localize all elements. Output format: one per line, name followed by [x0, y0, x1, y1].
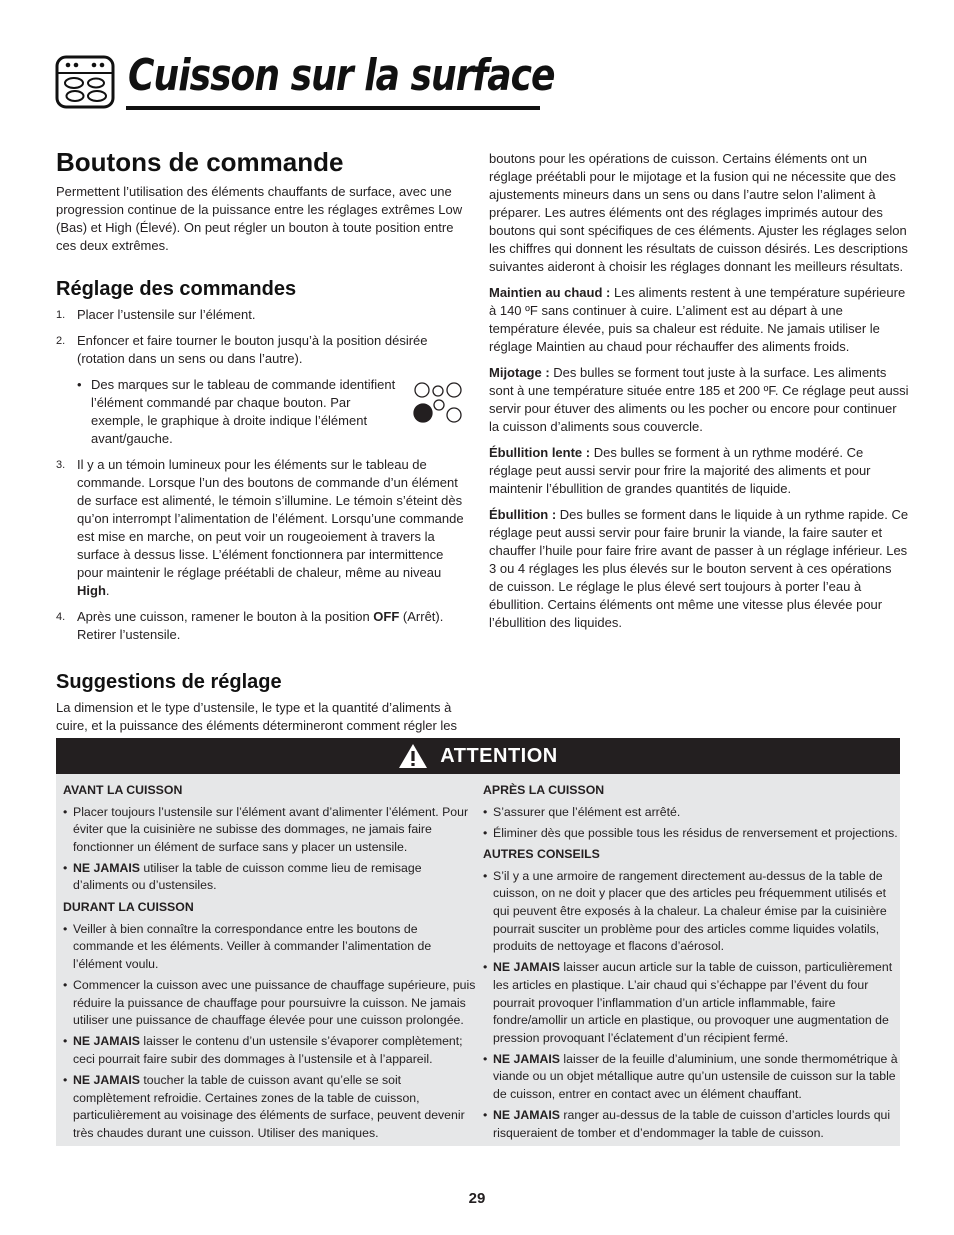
definition-text: Des bulles se forment tout juste à la surface. Les aliments sont à une température située entre 185 et 200 ºF. Ce réglage peut aussi servir pour étuver des aliments ou les pocher ou encore pour continuer la cuisson d’aliments sous couvercle. [489, 365, 909, 434]
definition-paragraph [489, 444, 909, 498]
apres-list [483, 804, 901, 843]
title-underline [126, 106, 540, 110]
reglage-title: Réglage des commandes [56, 278, 297, 300]
caution-item: • Éliminer dès que possible tous les résidus de renversement et projections. [483, 825, 898, 840]
apres-heading: APRÈS LA CUISSON [483, 783, 605, 797]
caution-item: • NE JAMAIS laisser le contenu d’un ustensile s’évaporer complètement; ceci pourrait faire subir des dommages à l’ustensile et à l’appareil. [63, 1034, 463, 1066]
caution-title: ATTENTION [440, 744, 558, 767]
definition-paragraph [489, 284, 909, 356]
cooktop-icon [54, 54, 116, 110]
step-item [56, 306, 472, 324]
caution-item: • S’il y a une armoire de rangement directement au-dessus de la table de cuisson, on ne doit y placer que des articles peu fréquemment utilisés et qui peuvent être exposés à la chaleur. La chaleur émise par la cuisinière pourrait susciter un problème pour des articles comme liquides volatils, produits de nettoyage et flacons d’aérosol. [483, 868, 887, 954]
suggestions-text: La dimension et le type d’ustensile, le type et la quantité d’aliments à cuire, et la puissance des éléments détermineront comment régler les [56, 700, 458, 733]
definition-term: Mijotage : [489, 365, 554, 380]
step-text-bold: High [77, 583, 106, 598]
caution-item: • Veiller à bien connaître la correspondance entre les boutons de commande et les éléments. Veiller à commander l’alimentation de l’élément voulu. [63, 921, 432, 971]
definition-text: Des bulles se forment dans le liquide à un rythme rapide. Ce réglage peut aussi servir pour faire brunir la viande, la faire sauter et chauffer l’huile pour faire frire avant de passer à un réglage inférieur. Les 3 ou 4 réglages les plus élevés sur le bouton servent à ces opérations de cuisson. Le réglage le plus élevé sert toujours à porter l’eau à ébullition. Certains éléments ont même une vitesse plus élevée pour l’ébullition des liquides. [489, 507, 909, 630]
warning-icon [398, 743, 428, 769]
caution-item: • NE JAMAIS utiliser la table de cuisson comme lieu de remisage d’aliments ou d’ustensiles. [63, 860, 422, 893]
caution-item: • S’assurer que l’élément est arrêté. [483, 804, 681, 819]
suggestions-title: Suggestions de réglage [56, 671, 282, 693]
autres-heading: AUTRES CONSEILS [483, 847, 600, 862]
caution-right-column [483, 782, 901, 1146]
definition-term: Ébullition lente : [489, 445, 594, 460]
page-title: Cuisson sur la surface [128, 50, 555, 101]
caution-item: • NE JAMAIS laisser de la feuille d’aluminium, une sonde thermométrique à viande ou un objet métallique autre qu’un ustensile de cuisson sur la table de cuisson, entrer en contact avec un élément chauffant. [483, 1051, 898, 1101]
right-column [489, 150, 909, 640]
caution-item: • Placer toujours l’ustensile sur l’élément avant d’alimenter l’élément. Pour éviter que la cuisinière ne subisse des dommages, ne jamais faire fonctionner un élément de surface sans y placer un ustensile. [63, 804, 469, 854]
definition-text: Des bulles se forment à un rythme modéré. Ce réglage peut aussi servir pour frire la majorité des aliments et pour maintenir l’ébullition de grandes quantités de liquide. [489, 445, 871, 496]
definition-text: Les aliments restent à une température supérieure à 140 ºF sans continuer à cuire. L’aliment est au départ à une température élevée, puis sa chaleur est réduite. Ne jamais utiliser le réglage Maintien au chaud pour réchauffer des aliments froids. [489, 285, 906, 354]
caution-item: • NE JAMAIS laisser aucun article sur la table de cuisson, particulièrement les articles en plastique. L’air chaud qui s’échappe par l’évent du four pourrait provoquer l’inflammation d’un article inflammable, faire fondre/amollir un article en plastique, ou provoquer une augmentation de pression provoquant l’éclatement d’un récipient fermé. [483, 960, 893, 1045]
caution-item: • Commencer la cuisson avec une puissance de chauffage supérieure, puis réduire la puissance de chauffage pour poursuivre la cuisson. Ne jamais utiliser une puissance de chauffage élevée pour une cuisson prolongée. [63, 977, 476, 1028]
burner-indicator-graphic [412, 382, 464, 426]
suggestions-text-continued: boutons pour les opérations de cuisson. Certains éléments ont un réglage préétabli pour le mijotage et la fusion qui ne nécessite que des ajustements mineurs dans un sens ou dans l’autre selon l’aliment à préparer. Les autres éléments ont des réglages imprimés autour des boutons qui sont spécifiques de ces éléments. Ajuster les réglages selon les chiffres qui donnent les résultats de cuisson désirés. Les descriptions suivantes aideront à choisir les réglages donnant les meilleurs résultats. [489, 151, 908, 274]
caution-banner [56, 738, 900, 774]
step-item: 4. Après une cuisson, ramener le bouton à la position OFF (Arrêt). Retirer l’ustensile. [56, 609, 444, 642]
bullet-item: • Des marques sur le tableau de commande identifient l’élément commandé par chaque bouton. Par exemple, le graphique à droite indique l’élément avant/gauche. [77, 376, 472, 448]
step-text-bold: OFF [373, 609, 400, 624]
step-text: Il y a un témoin lumineux pour les éléments sur le tableau de commande. Lorsque l’un des boutons de commande d’un élément de surface est alimenté, le témoin s’illumine. Le témoin s’éteint dès qu’on interrompt l’alimentation de l’élément. Lorsqu’une commande est mise en marche, on peut voir un rougeoiement à travers la surface à dessus lisse. L’élément fonctionnera par intermittence pour maintenir le réglage préétabli de chaleur, même au niveau [77, 457, 464, 580]
avant-heading: AVANT LA CUISSON [63, 783, 183, 797]
durant-heading: DURANT LA CUISSON [63, 900, 194, 915]
definition-term: Ébullition : [489, 507, 560, 522]
step-item: 3. Il y a un témoin lumineux pour les éléments sur le tableau de commande. Lorsque l’un des boutons de commande d’un élément de surface est alimenté, le témoin s’illumine. Le témoin s’éteint dès qu’on interrompt l’alimentation de l’élément. Lorsqu’une commande est mise en marche, on peut voir un rougeoiement à travers la surface à dessus lisse. L’élément fonctionnera par intermittence pour maintenir le réglage préétabli de chaleur, même au niveau High. [56, 457, 464, 598]
definition-paragraph [489, 364, 909, 436]
step-number: 2. [56, 335, 66, 347]
durant-list [63, 921, 476, 1143]
step-item [56, 332, 472, 448]
caution-left-column [63, 782, 476, 1146]
definition-paragraph [489, 506, 909, 632]
step-bullets [77, 376, 472, 448]
page-header [54, 50, 555, 112]
avant-list [63, 804, 476, 895]
step-text: Placer l’ustensile sur l’élément. [77, 307, 256, 322]
step-text: Après une cuisson, ramener le bouton à la position [77, 609, 374, 624]
caution-box [56, 738, 900, 1146]
step-number: 3. [56, 459, 66, 471]
section-intro: Permettent l’utilisation des éléments chauffants de surface, avec une progression continue de la puissance entre les réglages extrêmes Low (Bas) et High (Élevé). On peut régler un bouton à toute position entre ces deux extrêmes. [56, 184, 463, 253]
bullet-text: Des marques sur le tableau de commande identifient l’élément commandé par chaque bouton. Par exemple, le graphique à droite indique l’élément avant/gauche. [91, 377, 396, 446]
step-text: Enfoncer et faire tourner le bouton jusqu’à la position désirée (rotation dans un sens ou dans l’autre). [77, 333, 428, 366]
definition-term: Maintien au chaud : [489, 285, 614, 300]
reglage-steps [56, 306, 472, 644]
autres-list [483, 868, 901, 1142]
caution-item: • NE JAMAIS ranger au-dessus de la table de cuisson d’articles lourds qui risqueraient de tomber et d’endommager la table de cuisson. [483, 1108, 891, 1140]
step-number: 1. [56, 309, 66, 321]
caution-item: • NE JAMAIS toucher la table de cuisson avant qu’elle se soit complètement refroidie. Certaines zones de la table de cuisson, particulièrement au voisinage des éléments de surface, peuvent devenir très chaudes durant une cuisson. Utiliser des maniques. [63, 1072, 465, 1140]
page-number: 29 [468, 1190, 486, 1207]
left-column [56, 146, 472, 735]
step-number: 4. [56, 611, 66, 623]
section-title: Boutons de commande [56, 147, 344, 177]
